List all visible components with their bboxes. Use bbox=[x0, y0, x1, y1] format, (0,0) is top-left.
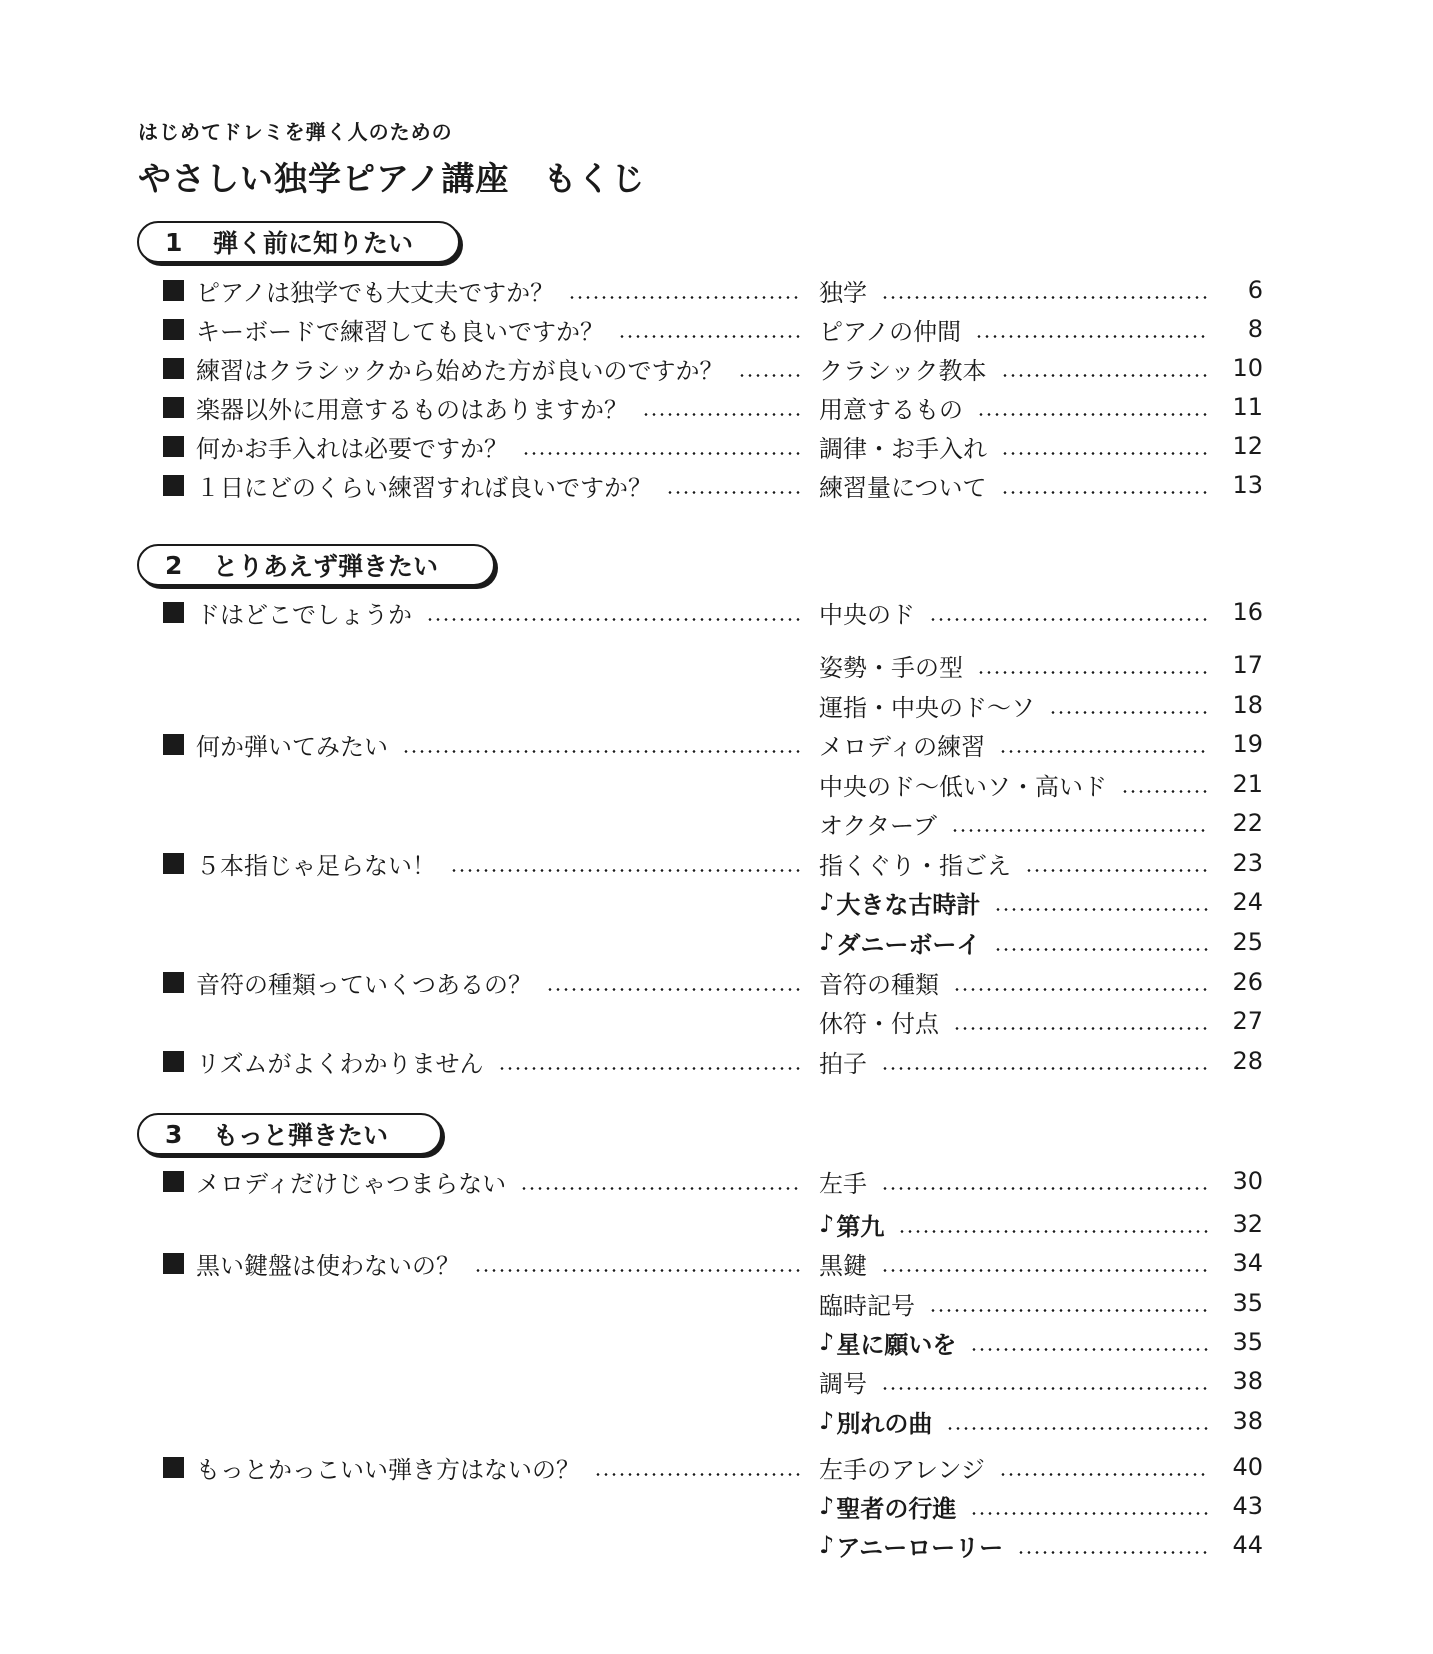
dot-leader bbox=[975, 335, 1209, 338]
question-item[interactable] bbox=[163, 729, 803, 759]
topic-label: 聖者の行進 bbox=[836, 1494, 957, 1523]
square-bullet-icon bbox=[163, 734, 184, 755]
dot-leader bbox=[426, 618, 801, 621]
topic-label: メロディの練習 bbox=[819, 732, 986, 761]
topic-label: クラシック教本 bbox=[819, 356, 987, 385]
toc-entry[interactable] bbox=[819, 769, 1211, 799]
section-heading-3 bbox=[137, 1113, 442, 1155]
question-text: 練習はクラシックから始めた方が良いのですか？ bbox=[196, 356, 724, 385]
toc-entry-song[interactable] bbox=[819, 1530, 1211, 1560]
dot-leader bbox=[1017, 1551, 1209, 1554]
toc-entry[interactable] bbox=[819, 848, 1211, 878]
toc-entry[interactable] bbox=[819, 1046, 1211, 1076]
dot-leader bbox=[977, 413, 1209, 416]
dot-leader bbox=[1001, 491, 1209, 494]
toc-entry[interactable] bbox=[819, 1366, 1211, 1396]
toc-entry[interactable] bbox=[819, 1452, 1211, 1482]
question-text: ピアノは独学でも大丈夫ですか？ bbox=[196, 278, 555, 307]
page-number: 24 bbox=[1232, 888, 1263, 916]
topic-label: 星に願いを bbox=[836, 1330, 957, 1359]
page-number: 23 bbox=[1232, 849, 1263, 877]
dot-leader bbox=[1049, 711, 1209, 714]
question-item[interactable] bbox=[163, 1166, 803, 1196]
question-text: ５本指じゃ足らない！ bbox=[196, 851, 436, 880]
page-number: 19 bbox=[1232, 730, 1263, 758]
toc-entry[interactable] bbox=[819, 392, 1211, 422]
section-number: 3 bbox=[165, 1119, 183, 1149]
dot-leader bbox=[999, 1473, 1209, 1476]
section-label: もっと弾きたい bbox=[213, 1121, 389, 1150]
topic-label: 別れの曲 bbox=[836, 1409, 933, 1438]
dot-leader bbox=[1001, 452, 1209, 455]
question-item[interactable] bbox=[163, 314, 803, 344]
question-text: 音符の種類っていくつあるの？ bbox=[196, 970, 532, 999]
dot-leader bbox=[977, 671, 1209, 674]
topic-label: オクターブ bbox=[819, 811, 937, 840]
question-item[interactable] bbox=[163, 597, 803, 627]
toc-entry[interactable] bbox=[819, 808, 1211, 838]
page-number: 13 bbox=[1232, 471, 1263, 499]
topic-label: 左手のアレンジ bbox=[819, 1455, 985, 1484]
topic-label: アニーローリー bbox=[836, 1533, 1004, 1562]
topic-label: 指くぐり・指ごえ bbox=[819, 851, 1011, 880]
dot-leader bbox=[1001, 374, 1209, 377]
page-number: 44 bbox=[1232, 1531, 1263, 1559]
toc-entry-song[interactable] bbox=[819, 1209, 1211, 1239]
toc-entry-song[interactable] bbox=[819, 1327, 1211, 1357]
square-bullet-icon bbox=[163, 319, 184, 340]
dot-leader bbox=[618, 335, 801, 338]
topic-label: 中央のド〜低いソ・高いド bbox=[819, 772, 1107, 801]
page-number: 38 bbox=[1232, 1367, 1263, 1395]
section-label: とりあえず弾きたい bbox=[213, 552, 439, 581]
dot-leader bbox=[898, 1230, 1209, 1233]
dot-leader bbox=[881, 296, 1209, 299]
topic-label: 練習量について bbox=[819, 473, 987, 502]
dot-leader bbox=[546, 988, 801, 991]
page-number: 34 bbox=[1232, 1249, 1263, 1277]
toc-entry-song[interactable] bbox=[819, 1491, 1211, 1521]
page-number: 11 bbox=[1232, 393, 1263, 421]
dot-leader bbox=[994, 948, 1209, 951]
square-bullet-icon bbox=[163, 280, 184, 301]
page-number: 27 bbox=[1232, 1007, 1263, 1035]
square-bullet-icon bbox=[163, 436, 184, 457]
topic-label: 黒鍵 bbox=[819, 1251, 867, 1280]
topic-label: 左手 bbox=[819, 1169, 867, 1198]
music-note-icon: ♪ bbox=[819, 1328, 835, 1356]
toc-entry[interactable] bbox=[819, 1288, 1211, 1318]
page-number: 18 bbox=[1232, 691, 1263, 719]
page-number: 26 bbox=[1232, 968, 1263, 996]
question-text: キーボードで練習しても良いですか？ bbox=[196, 317, 604, 346]
section-heading-1 bbox=[137, 221, 460, 263]
toc-entry[interactable] bbox=[819, 650, 1211, 680]
dot-leader bbox=[881, 1269, 1209, 1272]
page-number: 25 bbox=[1232, 928, 1263, 956]
toc-entry[interactable] bbox=[819, 1006, 1211, 1036]
square-bullet-icon bbox=[163, 602, 184, 623]
music-note-icon: ♪ bbox=[819, 1531, 835, 1559]
toc-entry[interactable] bbox=[819, 690, 1211, 720]
toc-entry-song[interactable] bbox=[819, 927, 1211, 957]
question-item[interactable] bbox=[163, 392, 803, 422]
topic-label: 姿勢・手の型 bbox=[819, 653, 963, 682]
dot-leader bbox=[666, 491, 801, 494]
dot-leader bbox=[738, 374, 801, 377]
page-number: 10 bbox=[1232, 354, 1263, 382]
dot-leader bbox=[970, 1512, 1209, 1515]
dot-leader bbox=[881, 1187, 1209, 1190]
toc-entry[interactable] bbox=[819, 431, 1211, 461]
section-label: 弾く前に知りたい bbox=[213, 229, 414, 258]
topic-label: 大きな古時計 bbox=[836, 890, 981, 919]
square-bullet-icon bbox=[163, 972, 184, 993]
page-number: 43 bbox=[1232, 1492, 1263, 1520]
question-item[interactable] bbox=[163, 848, 803, 878]
dot-leader bbox=[929, 618, 1209, 621]
question-item[interactable] bbox=[163, 275, 803, 305]
music-note-icon: ♪ bbox=[819, 928, 835, 956]
question-item[interactable] bbox=[163, 1046, 803, 1076]
page-number: 32 bbox=[1232, 1210, 1263, 1238]
dot-leader bbox=[881, 1067, 1209, 1070]
section-number: 2 bbox=[165, 550, 183, 580]
question-text: 黒い鍵盤は使わないの？ bbox=[196, 1251, 460, 1280]
music-note-icon: ♪ bbox=[819, 1210, 835, 1238]
square-bullet-icon bbox=[163, 1457, 184, 1478]
toc-entry[interactable] bbox=[819, 967, 1211, 997]
toc-entry[interactable] bbox=[819, 1166, 1211, 1196]
dot-leader bbox=[498, 1067, 801, 1070]
topic-label: 中央のド bbox=[819, 600, 915, 629]
dot-leader bbox=[568, 296, 801, 299]
dot-leader bbox=[594, 1473, 801, 1476]
toc-entry[interactable] bbox=[819, 470, 1211, 500]
page-number: 17 bbox=[1232, 651, 1263, 679]
square-bullet-icon bbox=[163, 358, 184, 379]
section-number: 1 bbox=[165, 227, 183, 257]
toc-entry[interactable] bbox=[819, 729, 1211, 759]
toc-subtitle: はじめてドレミを弾く人のための bbox=[138, 120, 453, 144]
dot-leader bbox=[1025, 869, 1209, 872]
toc-entry[interactable] bbox=[819, 314, 1211, 344]
question-item[interactable] bbox=[163, 470, 803, 500]
music-note-icon: ♪ bbox=[819, 1492, 835, 1520]
dot-leader bbox=[953, 1027, 1209, 1030]
square-bullet-icon bbox=[163, 853, 184, 874]
toc-entry[interactable] bbox=[819, 353, 1211, 383]
square-bullet-icon bbox=[163, 1171, 184, 1192]
question-text: メロディだけじゃつまらない bbox=[196, 1169, 507, 1198]
page-number: 30 bbox=[1232, 1167, 1263, 1195]
topic-label: ダニーボーイ bbox=[836, 930, 981, 959]
question-text: 楽器以外に用意するものはありますか？ bbox=[196, 395, 628, 424]
music-note-icon: ♪ bbox=[819, 888, 835, 916]
dot-leader bbox=[953, 988, 1209, 991]
square-bullet-icon bbox=[163, 475, 184, 496]
dot-leader bbox=[999, 750, 1209, 753]
page-number: 38 bbox=[1232, 1407, 1263, 1435]
topic-label: ピアノの仲間 bbox=[819, 317, 962, 346]
square-bullet-icon bbox=[163, 1253, 184, 1274]
topic-label: 運指・中央のド〜ソ bbox=[819, 693, 1035, 722]
dot-leader bbox=[402, 750, 801, 753]
dot-leader bbox=[951, 829, 1209, 832]
topic-label: 臨時記号 bbox=[819, 1291, 915, 1320]
question-item[interactable] bbox=[163, 1452, 803, 1482]
question-item[interactable] bbox=[163, 1248, 803, 1278]
toc-entry[interactable] bbox=[819, 275, 1211, 305]
page-number: 28 bbox=[1232, 1047, 1263, 1075]
section-heading-2 bbox=[137, 544, 495, 586]
page-number: 8 bbox=[1247, 315, 1263, 343]
topic-label: 休符・付点 bbox=[819, 1009, 939, 1038]
dot-leader bbox=[520, 1187, 801, 1190]
page-number: 22 bbox=[1232, 809, 1263, 837]
dot-leader bbox=[881, 1387, 1209, 1390]
dot-leader bbox=[1121, 790, 1209, 793]
music-note-icon: ♪ bbox=[819, 1407, 835, 1435]
question-text: リズムがよくわかりません bbox=[196, 1049, 484, 1078]
dot-leader bbox=[642, 413, 801, 416]
topic-label: 第九 bbox=[836, 1212, 885, 1241]
square-bullet-icon bbox=[163, 1051, 184, 1072]
topic-label: 拍子 bbox=[819, 1049, 867, 1078]
question-text: 何かお手入れは必要ですか？ bbox=[196, 434, 508, 463]
question-item[interactable] bbox=[163, 353, 803, 383]
question-item[interactable] bbox=[163, 431, 803, 461]
topic-label: 用意するもの bbox=[819, 395, 963, 424]
question-text: ドはどこでしょうか bbox=[196, 600, 412, 629]
topic-label: 調律・お手入れ bbox=[819, 434, 987, 463]
toc-entry[interactable] bbox=[819, 597, 1211, 627]
dot-leader bbox=[970, 1348, 1209, 1351]
dot-leader bbox=[522, 452, 801, 455]
page-number: 40 bbox=[1232, 1453, 1263, 1481]
dot-leader bbox=[929, 1309, 1209, 1312]
page-number: 21 bbox=[1232, 770, 1263, 798]
page-number: 12 bbox=[1232, 432, 1263, 460]
question-text: １日にどのくらい練習すれば良いですか？ bbox=[196, 473, 652, 502]
dot-leader bbox=[946, 1427, 1209, 1430]
question-text: もっとかっこいい弾き方はないの？ bbox=[196, 1455, 580, 1484]
toc-title: やさしい独学ピアノ講座 もくじ bbox=[138, 159, 646, 198]
topic-label: 調号 bbox=[819, 1369, 867, 1398]
topic-label: 独学 bbox=[819, 278, 867, 307]
toc-entry-song[interactable] bbox=[819, 887, 1211, 917]
dot-leader bbox=[994, 908, 1209, 911]
toc-entry[interactable] bbox=[819, 1248, 1211, 1278]
page-number: 35 bbox=[1232, 1328, 1263, 1356]
topic-label: 音符の種類 bbox=[819, 970, 939, 999]
page-number: 16 bbox=[1232, 598, 1263, 626]
page-number: 6 bbox=[1247, 276, 1263, 304]
question-item[interactable] bbox=[163, 967, 803, 997]
dot-leader bbox=[450, 869, 801, 872]
toc-entry-song[interactable] bbox=[819, 1406, 1211, 1436]
page-number: 35 bbox=[1232, 1289, 1263, 1317]
question-text: 何か弾いてみたい bbox=[196, 732, 388, 761]
square-bullet-icon bbox=[163, 397, 184, 418]
dot-leader bbox=[474, 1269, 801, 1272]
